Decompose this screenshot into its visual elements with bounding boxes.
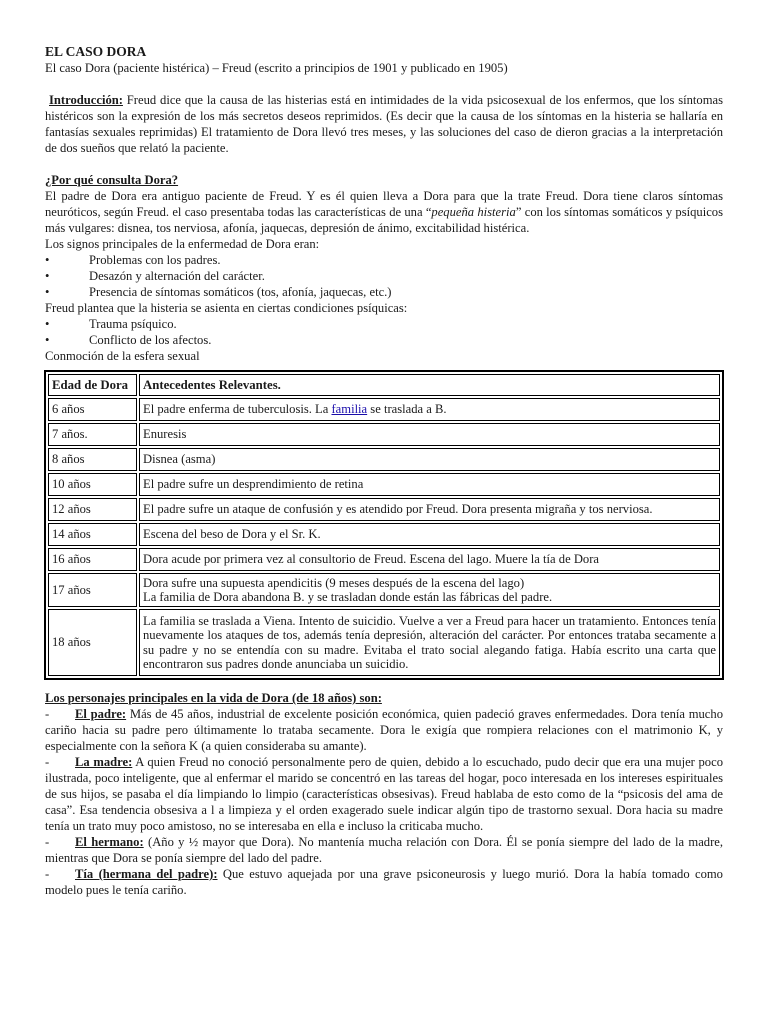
dash-marker: - [45, 755, 50, 769]
consulta-paragraph: El padre de Dora era antiguo paciente de Freud. Y es él quien lleva a Dora para que la trate Freud. Dora tiene claros síntomas neuróticos, según Freud. el caso presentaba todas las características de una “pequeña histeria” con los síntomas somáticos y psíquicos más vulgares: disnea, tos nerviosa, afonía, jaquecas, depresión de ánimo, excitabilidad histérica. [45, 189, 724, 235]
column-header-age: Edad de Dora [48, 374, 137, 396]
bullet-icon: • [45, 317, 50, 331]
tia-label: Tía (hermana del padre): [75, 867, 218, 881]
consulta-heading: ¿Por qué consulta Dora? [45, 173, 179, 187]
table-row [48, 473, 720, 496]
table-row [48, 573, 720, 607]
conditions-intro: Freud plantea que la histeria se asienta en ciertas condiciones psíquicas: [45, 301, 408, 315]
dash-marker: - [45, 835, 50, 849]
age-cell: 8 años [48, 448, 137, 471]
signs-intro: Los signos principales de la enfermedad de Dora eran: [45, 237, 320, 251]
personaje-padre: - El padre: Más de 45 años, industrial de excelente posición económica, quien padeció graves enfermedades. Dora tenía mucho cariño hacia su padre pero últimamente lo trataba secamente. Dora le exigía que rompiera relaciones con el matrimonio K, y especialmente con la señora K (a quien consideraba su amante). [45, 707, 723, 753]
familia-link[interactable]: familia [331, 402, 368, 417]
italic-phrase: pequeña histeria [431, 205, 516, 219]
event-cell: El padre sufre un ataque de confusión y es atendido por Freud. Dora presenta migraña y tos nerviosa. [139, 498, 720, 521]
madre-label: La madre: [75, 755, 133, 769]
intro-paragraph [45, 92, 723, 156]
table-row [48, 498, 720, 521]
document-title: EL CASO DORA [45, 44, 147, 59]
age-cell: 10 años [48, 473, 137, 496]
intro-text: Freud dice que la causa de las histerias está en intimidades de la vida psicosexual de los enfermos, que los síntomas histéricos son la expresión de los más secretos deseos reprimidos. (Es decir que la causa de los síntomas en la histeria se hallaría en fantasías sexuales reprimidas) El tratamiento de Dora llevó tres meses, y las soluciones del caso de dieron gracias a la interpretación de dos sueños que relató la paciente. [45, 93, 723, 155]
personaje-madre: - La madre: A quien Freud no conoció personalmente pero de quien, debido a lo escuchado, pudo decir que era una mujer poco ilustrada, poco inteligente, que al enfermar el marido se concentró en las tareas del hogar, poco interesada en los intereses espirituales de sus hijos, se pasaba el día limpiando lo limpio (características obsesivas). Freud hablaba de esto como de la “psicosis del ama de casa”. Esa tendencia obsesiva a l a limpieza y el orden exagerado suele indicar algún tipo de trastorno sexual. Dora hacia su madre tenía un trato muy poco amistoso, no se interesaba en ella e incluso la criticaba mucho. [45, 755, 723, 833]
table-row [48, 423, 720, 446]
list-item: • Conflicto de los afectos. [45, 333, 212, 347]
table-row [48, 398, 720, 421]
table-row [48, 448, 720, 471]
conmocion-line: Conmoción de la esfera sexual [45, 349, 200, 363]
event-cell: La familia se traslada a Viena. Intento de suicidio. Vuelve a ver a Freud para hacer un tratamiento. Entonces tenía nuevamente los ataques de tos, además tenía depresión, alteración del carácter. Por entonces trataba secamente a su padre y no se entendía con su madre. Evitaba el trato social alegando fatiga. Había escrito una carta que encontraron sus padres donde anunciaba un suicidio. [139, 609, 720, 676]
intro-label: Introducción: [49, 93, 123, 107]
list-item: • Presencia de síntomas somáticos (tos, afonía, jaquecas, etc.) [45, 285, 392, 299]
list-item: • Desazón y alternación del carácter. [45, 269, 265, 283]
personajes-heading: Los personajes principales en la vida de Dora (de 18 años) son: [45, 691, 382, 705]
hermano-label: El hermano: [75, 835, 144, 849]
personaje-hermano: - El hermano: (Año y ½ mayor que Dora). No mantenía mucha relación con Dora. Él se ponía siempre del lado de la madre, mientras que Dora se ponía siempre del lado del padre. [45, 835, 724, 865]
list-item: • Trauma psíquico. [45, 317, 177, 331]
column-header-events: Antecedentes Relevantes. [139, 374, 720, 396]
bullet-icon: • [45, 253, 50, 267]
dash-marker: - [45, 707, 50, 721]
age-cell: 18 años [48, 609, 137, 676]
bullet-icon: • [45, 269, 50, 283]
bullet-icon: • [45, 285, 50, 299]
event-cell: Enuresis [139, 423, 720, 446]
event-cell: Dora acude por primera vez al consultorio de Freud. Escena del lago. Muere la tía de Dora [139, 548, 720, 571]
history-table [44, 370, 724, 680]
event-cell: Disnea (asma) [139, 448, 720, 471]
table-row [48, 523, 720, 546]
table-row [48, 548, 720, 571]
age-cell: 6 años [48, 398, 137, 421]
dash-marker: - [45, 867, 50, 881]
event-cell: El padre sufre un desprendimiento de retina [139, 473, 720, 496]
age-cell: 14 años [48, 523, 137, 546]
age-cell: 17 años [48, 573, 137, 607]
padre-label: El padre: [75, 707, 127, 721]
event-cell: El padre enferma de tuberculosis. La familia se traslada a B. [139, 398, 720, 421]
event-cell: Escena del beso de Dora y el Sr. K. [139, 523, 720, 546]
table-row [48, 609, 720, 676]
list-item: • Problemas con los padres. [45, 253, 221, 267]
event-cell: Dora sufre una supuesta apendicitis (9 meses después de la escena del lago) La familia de Dora abandona B. y se trasladan donde están las fábricas del padre. [139, 573, 720, 607]
bullet-icon: • [45, 333, 50, 347]
document-page [45, 44, 723, 898]
age-cell: 12 años [48, 498, 137, 521]
personaje-tia: - Tía (hermana del padre): Que estuvo aquejada por una grave psiconeurosis y luego murió. Dora la había tomado como modelo pues le tenía cariño. [45, 867, 723, 897]
age-cell: 16 años [48, 548, 137, 571]
age-cell: 7 años. [48, 423, 137, 446]
document-subtitle: El caso Dora (paciente histérica) – Freud (escrito a principios de 1901 y publicado en 1905) [45, 61, 508, 75]
table-header-row [48, 374, 720, 396]
